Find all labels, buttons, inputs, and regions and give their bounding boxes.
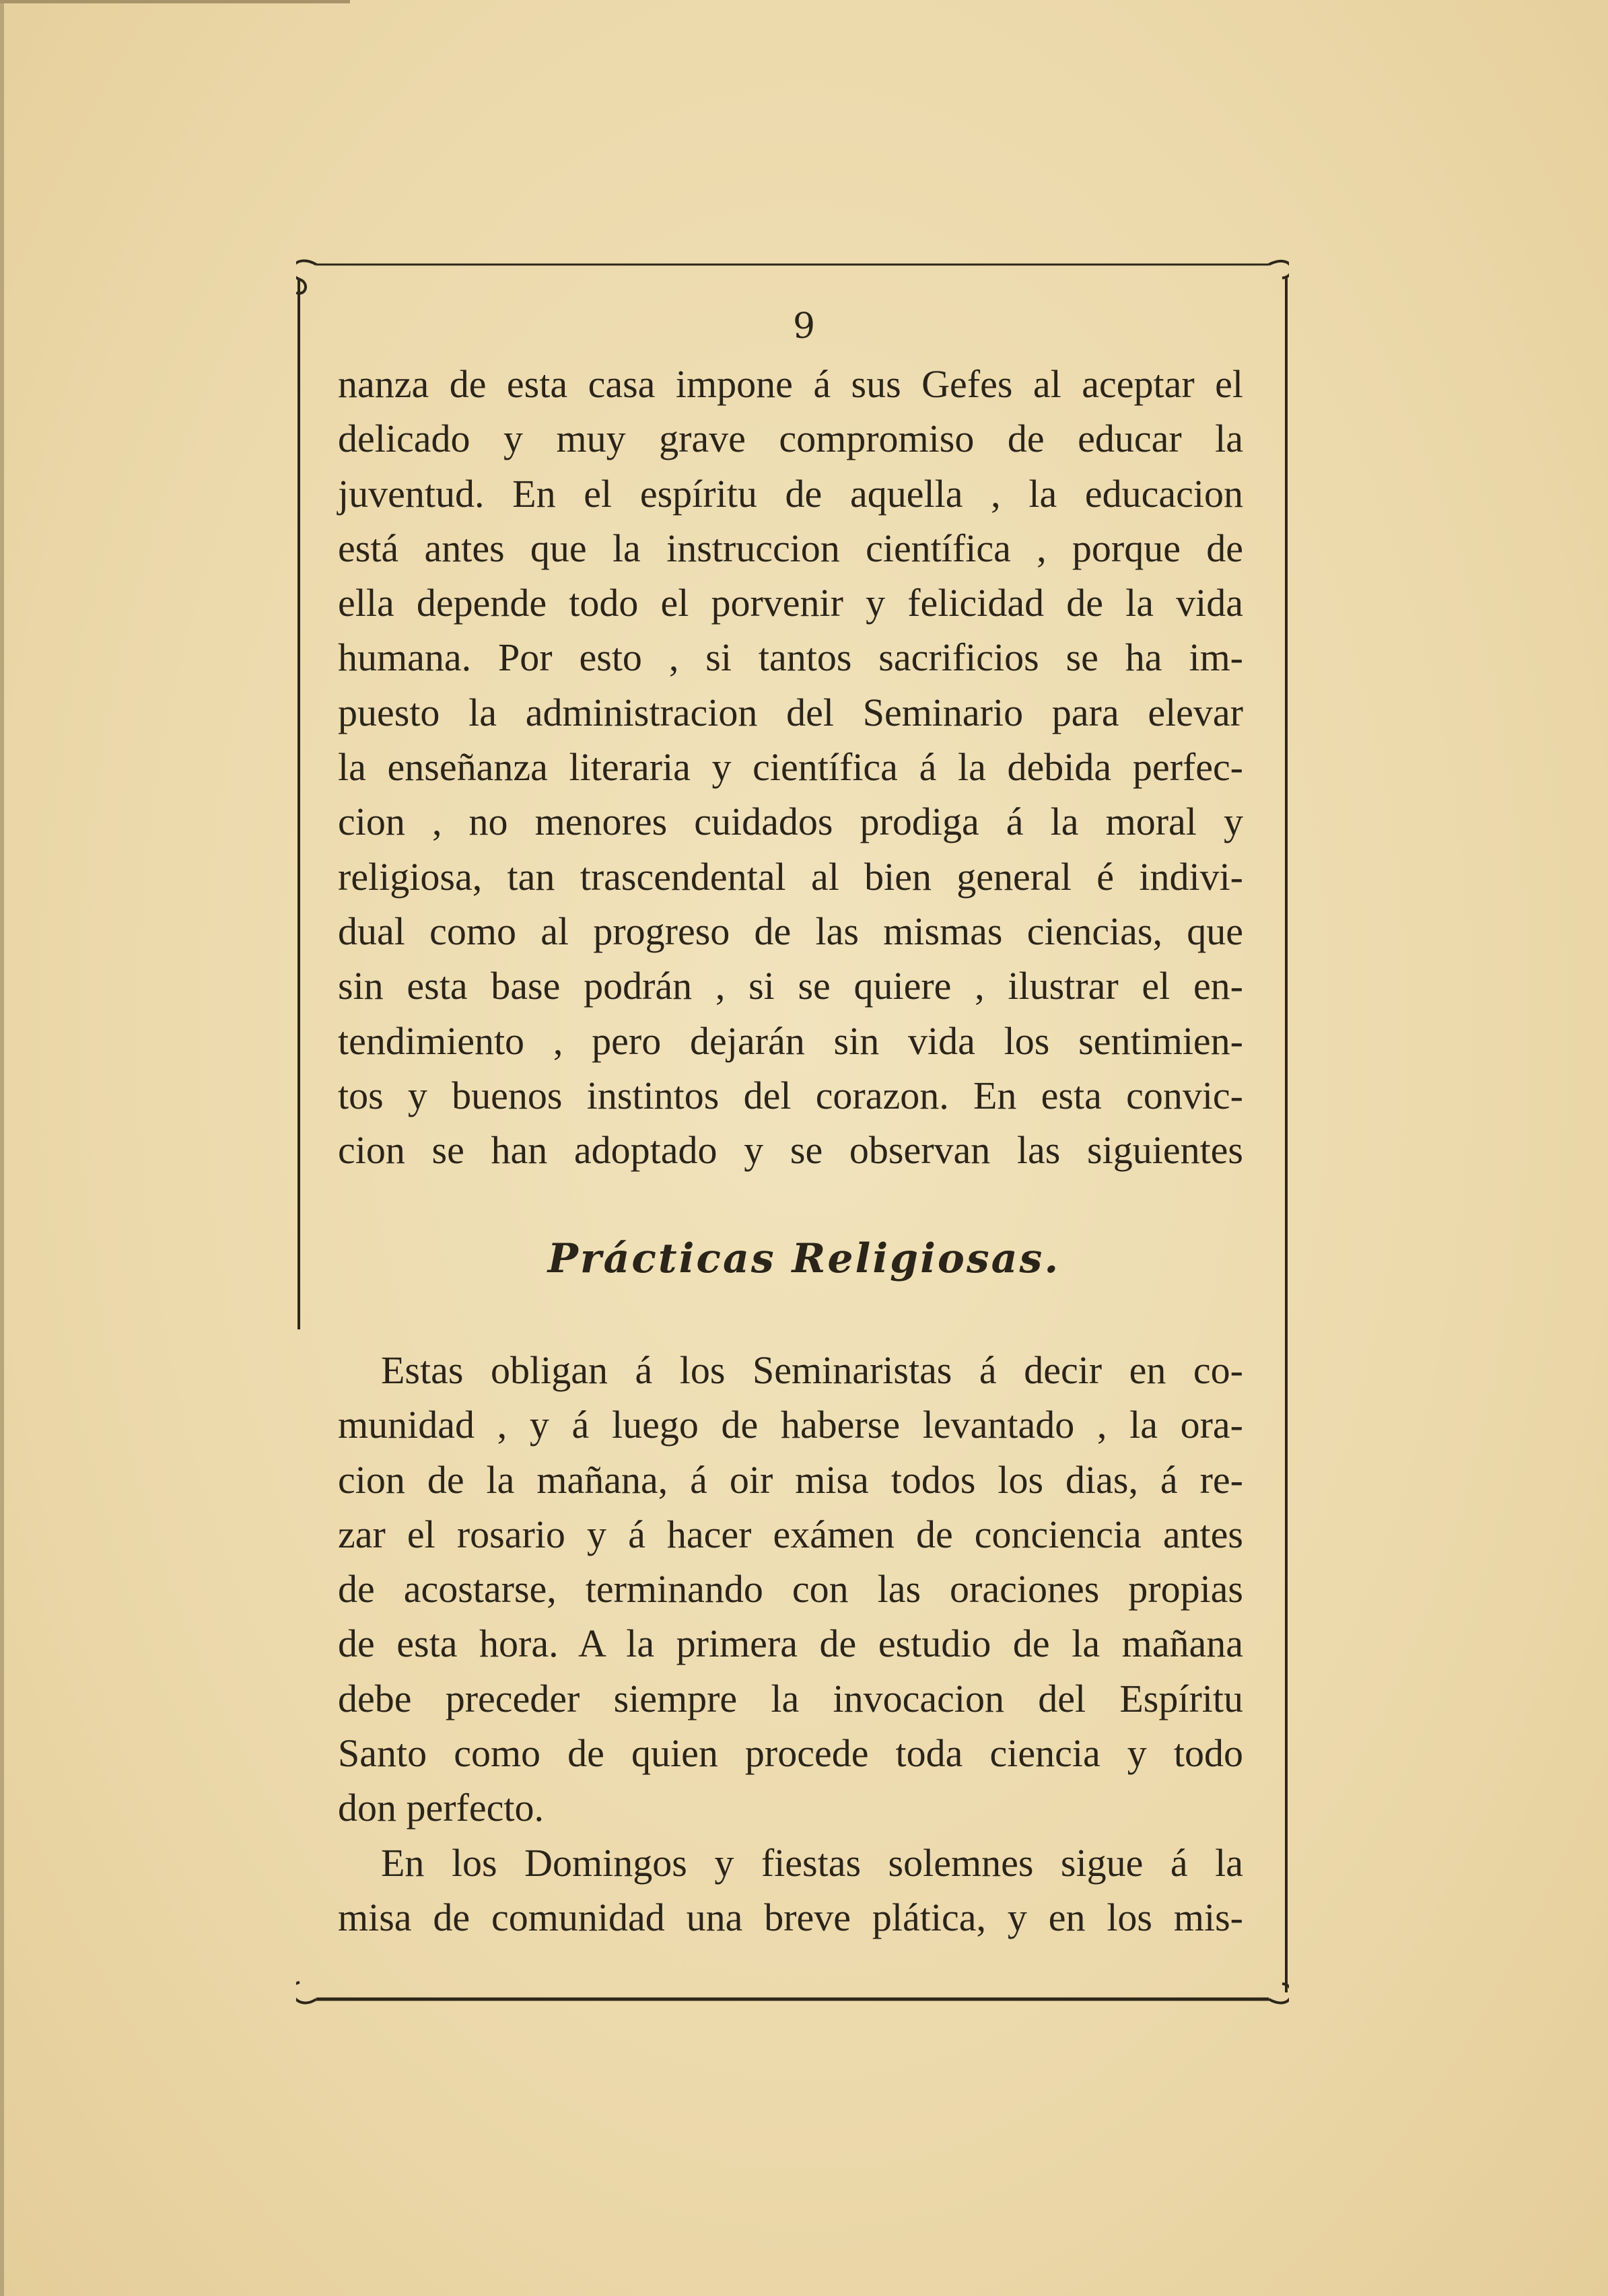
text-line: Santo como de quien procede toda ciencia y todo [338,1731,1243,1776]
text-line: dual como al progreso de las mismas ciencias, que [338,909,1243,953]
text-line: sin esta base podrán , si se quiere , ilustrar el en- [338,964,1243,1008]
text-line: religiosa, tan trascendental al bien general é indivi- [338,854,1243,899]
text-line: juventud. En el espíritu de aquella , la educacion [338,471,1243,516]
page-edge-top [0,0,350,3]
paragraph-1 [338,357,1243,1177]
text-line: delicado y muy grave compromiso de educar la [338,417,1243,461]
text-line: munidad , y á luego de haberse levantado , la ora- [338,1403,1243,1447]
text-line: puesto la administracion del Seminario para elevar [338,690,1243,734]
text-line: don perfecto. [338,1786,544,1830]
paragraph-2 [338,1343,1243,1945]
text-line: misa de comunidad una breve plática, y en los mis- [338,1895,1243,1939]
text-line: zar el rosario y á hacer exámen de conciencia antes [338,1512,1243,1556]
text-line: la enseñanza literaria y científica á la debida perfec- [338,745,1243,790]
text-line: cion se han adoptado y se observan las siguientes [338,1128,1243,1173]
text-line: está antes que la instruccion científica , porque de [338,526,1243,570]
text-line: debe preceder siempre la invocacion del Espíritu [338,1676,1243,1720]
text-line: nanza de esta casa impone á sus Gefes al aceptar el [338,362,1243,406]
text-line: de acostarse, terminando con las oraciones propias [338,1567,1243,1611]
text-line: cion , no menores cuidados prodiga á la moral y [338,800,1243,844]
text-line: ella depende todo el porvenir y felicidad de la vida [338,581,1243,625]
page-number: 9 [792,306,816,347]
text-line: de esta hora. A la primera de estudio de la mañana [338,1622,1243,1666]
text-line: tos y buenos instintos del corazon. En esta convic- [338,1073,1243,1117]
text-line: En los Domingos y fiestas solemnes sigue á la [381,1840,1243,1885]
text-line: Estas obligan á los Seminaristas á decir en co- [381,1348,1243,1392]
section-heading: Prácticas Religiosas. [547,1235,1061,1282]
text-line: tendimiento , pero dejarán sin vida los sentimien- [338,1018,1243,1063]
text-line: humana. Por esto , si tantos sacrificios se ha im- [338,635,1243,680]
text-line: cion de la mañana, á oir misa todos los dias, á re- [338,1457,1243,1502]
